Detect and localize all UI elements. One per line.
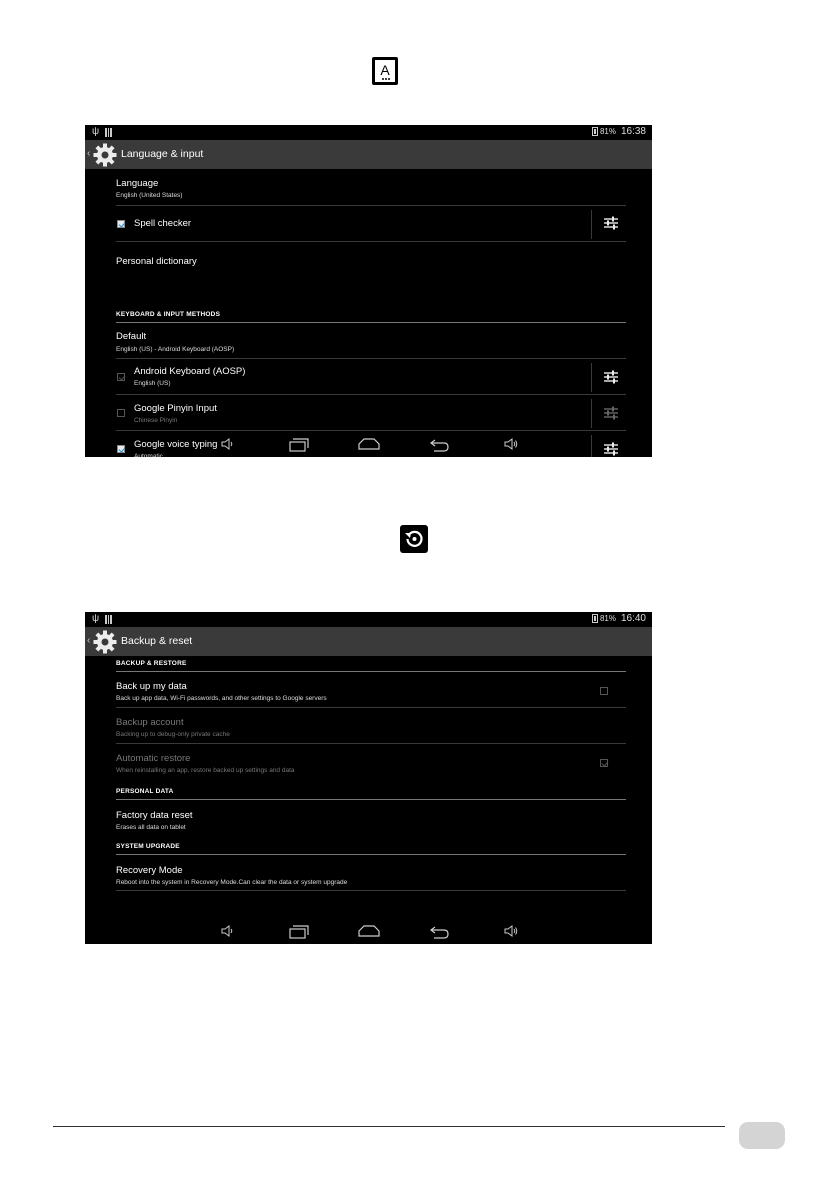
input-method-title: Google Pinyin Input xyxy=(134,403,217,414)
navigation-bar xyxy=(85,432,652,457)
input-method-checkbox[interactable] xyxy=(117,409,125,417)
status-bar xyxy=(85,125,652,140)
category-label: BACKUP & RESTORE xyxy=(116,660,187,667)
recovery-mode-summary: Reboot into the system in Recovery Mode.Can clear the data or system upgrade xyxy=(116,879,348,886)
category-header xyxy=(116,787,626,800)
settings-gear-icon xyxy=(92,142,118,168)
backup-reset-icon xyxy=(400,524,428,554)
divider xyxy=(591,363,592,392)
spell-checker-checkbox[interactable] xyxy=(117,220,125,228)
usb-icon: ψ xyxy=(92,126,100,137)
input-method-title: Android Keyboard (AOSP) xyxy=(134,366,246,377)
language-summary: English (United States) xyxy=(116,192,183,199)
backup-data-checkbox[interactable] xyxy=(600,687,608,695)
volume-down-icon[interactable] xyxy=(221,925,233,937)
home-icon[interactable] xyxy=(358,925,380,937)
default-summary: English (US) - Android Keyboard (AOSP) xyxy=(116,346,235,353)
navigation-bar xyxy=(85,919,652,944)
backup-data-summary: Back up app data, Wi-Fi passwords, and other settings to Google servers xyxy=(116,695,327,702)
language-item[interactable] xyxy=(116,169,626,206)
input-method-title: Google voice typing xyxy=(134,439,218,450)
tune-icon[interactable] xyxy=(603,370,619,384)
input-method-checkbox xyxy=(117,373,125,381)
spell-checker-item[interactable] xyxy=(116,206,626,242)
input-method-summary: Chinese Pinyin xyxy=(134,417,178,424)
volume-up-icon[interactable] xyxy=(504,438,518,450)
category-header xyxy=(116,310,626,323)
input-method-summary: English (US) xyxy=(134,380,171,387)
language-input-screen xyxy=(85,125,652,457)
settings-gear-icon xyxy=(92,629,118,655)
personal-dictionary-item[interactable] xyxy=(116,242,626,278)
volume-down-icon[interactable] xyxy=(221,438,233,450)
backup-data-title: Back up my data xyxy=(116,681,187,692)
home-icon[interactable] xyxy=(358,438,380,450)
clock: 16:38 xyxy=(620,126,646,137)
usb-icon: ψ xyxy=(92,613,100,624)
category-label: PERSONAL DATA xyxy=(116,788,174,795)
automatic-restore-checkbox xyxy=(600,759,608,767)
storage-icon xyxy=(105,128,112,137)
default-keyboard-item[interactable] xyxy=(116,323,626,359)
recovery-mode-title: Recovery Mode xyxy=(116,865,183,876)
battery-icon xyxy=(592,614,598,623)
factory-reset-summary: Erases all data on tablet xyxy=(116,824,186,831)
factory-reset-title: Factory data reset xyxy=(116,810,193,821)
back-icon[interactable] xyxy=(430,925,450,939)
default-title: Default xyxy=(116,331,147,342)
tune-icon[interactable] xyxy=(603,216,619,230)
volume-up-icon[interactable] xyxy=(504,925,518,937)
backup-account-summary: Backing up to debug-only private cache xyxy=(116,731,230,738)
battery-icon xyxy=(592,127,598,136)
battery-percent: 81% xyxy=(599,614,616,623)
personal-dictionary-title: Personal dictionary xyxy=(116,256,197,267)
backup-reset-screen xyxy=(85,612,652,944)
category-label: KEYBOARD & INPUT METHODS xyxy=(116,311,221,318)
automatic-restore-title: Automatic restore xyxy=(116,753,191,764)
screen-title: Language & input xyxy=(121,148,204,160)
input-method-item[interactable] xyxy=(116,359,626,395)
divider xyxy=(591,210,592,239)
recent-apps-icon[interactable] xyxy=(289,925,309,939)
recent-apps-icon[interactable] xyxy=(289,438,309,452)
backup-account-item xyxy=(116,708,626,744)
battery-percent: 81% xyxy=(599,127,616,136)
input-method-summary: Automatic xyxy=(134,453,163,457)
tune-icon xyxy=(603,406,619,420)
back-icon[interactable] xyxy=(430,438,450,452)
divider xyxy=(591,399,592,428)
page-number-tab xyxy=(739,1122,785,1149)
svg-text:A: A xyxy=(380,62,390,78)
category-header xyxy=(116,659,626,672)
clock: 16:40 xyxy=(620,613,646,624)
category-label: SYSTEM UPGRADE xyxy=(116,843,180,850)
automatic-restore-summary: When reinstalling an app, restore backed up settings and data xyxy=(116,767,295,774)
recovery-mode-item[interactable] xyxy=(116,855,626,891)
status-bar xyxy=(85,612,652,627)
footer-rule xyxy=(53,1126,725,1127)
category-header xyxy=(116,842,626,855)
back-caret-icon[interactable]: ‹ xyxy=(87,148,91,159)
back-caret-icon[interactable]: ‹ xyxy=(87,635,91,646)
spell-checker-title: Spell checker xyxy=(134,218,192,229)
language-title: Language xyxy=(116,178,159,189)
automatic-restore-item xyxy=(116,744,626,780)
input-method-item[interactable] xyxy=(116,395,626,431)
backup-account-title: Backup account xyxy=(116,717,184,728)
language-input-icon xyxy=(371,56,399,86)
factory-reset-item[interactable] xyxy=(116,800,626,836)
action-bar[interactable] xyxy=(85,140,652,169)
action-bar[interactable] xyxy=(85,627,652,656)
screen-title: Backup & reset xyxy=(121,635,193,647)
storage-icon xyxy=(105,615,112,624)
backup-data-item[interactable] xyxy=(116,672,626,708)
